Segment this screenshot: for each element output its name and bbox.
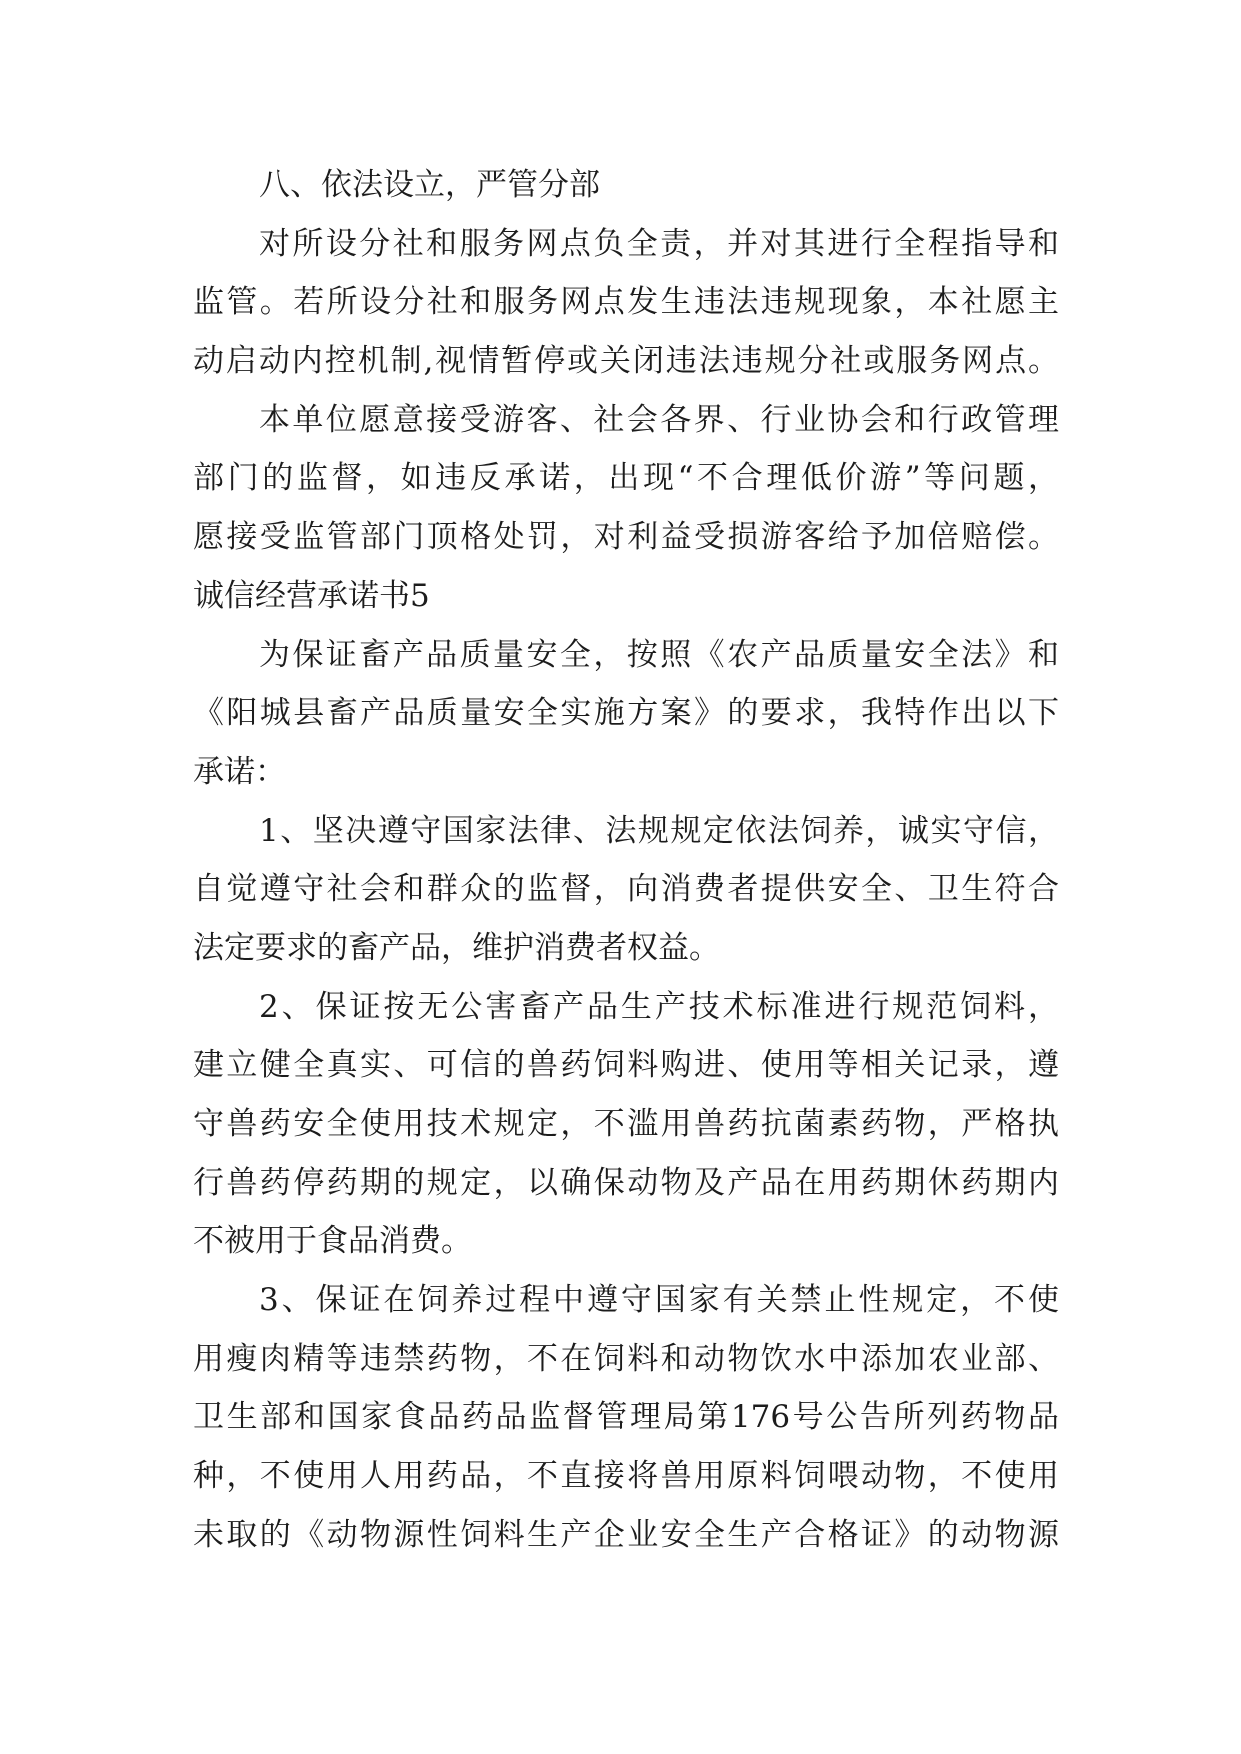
paragraph-line: 法定要求的畜产品，维护消费者权益。 (193, 929, 720, 966)
paragraph-line: 卫生部和国家食品药品监督管理局第176号公告所列药物品 (193, 1399, 1059, 1436)
paragraph-line: 行兽药停药期的规定，以确保动物及产品在用药期休药期内 (193, 1164, 1059, 1201)
letter-title: 诚信经营承诺书5 (193, 577, 430, 614)
paragraph-line: 本单位愿意接受游客、社会各界、行业协会和行政管理 (259, 401, 1059, 438)
paragraph-item-2 (193, 978, 1241, 1271)
paragraph-line: 监管。若所设分社和服务网点发生违法违规现象，本社愿主 (193, 284, 1059, 321)
paragraph-line: 动启动内控机制,视情暂停或关闭违法违规分社或服务网点。 (193, 343, 1059, 380)
paragraph-line: 1、坚决遵守国家法律、法规规定依法饲养，诚实守信， (259, 812, 1059, 849)
paragraph-intro (193, 626, 1241, 802)
paragraph-responsibility (193, 215, 1241, 391)
paragraph-line: 部门的监督，如违反承诺，出现“不合理低价游”等问题， (193, 460, 1059, 497)
paragraph-item-1 (193, 802, 1241, 978)
paragraph-line: 承诺： (193, 753, 286, 790)
paragraph-line: 种，不使用人用药品，不直接将兽用原料饲喂动物，不使用 (193, 1458, 1059, 1495)
section-heading: 八、依法设立，严管分部 (259, 167, 600, 203)
paragraph-line: 2、保证按无公害畜产品生产技术标准进行规范饲料， (259, 988, 1059, 1025)
paragraph-supervision (193, 391, 1241, 567)
paragraph-line: 未取的《动物源性饲料生产企业安全生产合格证》的动物源 (193, 1516, 1059, 1553)
paragraph-line: 对所设分社和服务网点负全责，并对其进行全程指导和 (259, 225, 1059, 262)
paragraph-line: 3、保证在饲养过程中遵守国家有关禁止性规定，不使 (259, 1282, 1059, 1319)
paragraph-line: 愿接受监管部门顶格处罚，对利益受损游客给予加倍赔偿。 (193, 519, 1059, 556)
paragraph-line: 为保证畜产品质量安全，按照《农产品质量安全法》和 (259, 636, 1059, 673)
paragraph-line: 自觉遵守社会和群众的监督，向消费者提供安全、卫生符合 (193, 871, 1059, 908)
paragraph-line: 《阳城县畜产品质量安全实施方案》的要求，我特作出以下 (193, 695, 1059, 732)
paragraph-line: 建立健全真实、可信的兽药饲料购进、使用等相关记录，遵 (193, 1047, 1059, 1084)
paragraph-line: 守兽药安全使用技术规定，不滥用兽药抗菌素药物，严格执 (193, 1106, 1059, 1142)
paragraph-line: 用瘦肉精等违禁药物，不在饲料和动物饮水中添加农业部、 (193, 1340, 1059, 1377)
paragraph-line: 不被用于食品消费。 (193, 1223, 472, 1260)
paragraph-item-3 (193, 1271, 1241, 1564)
